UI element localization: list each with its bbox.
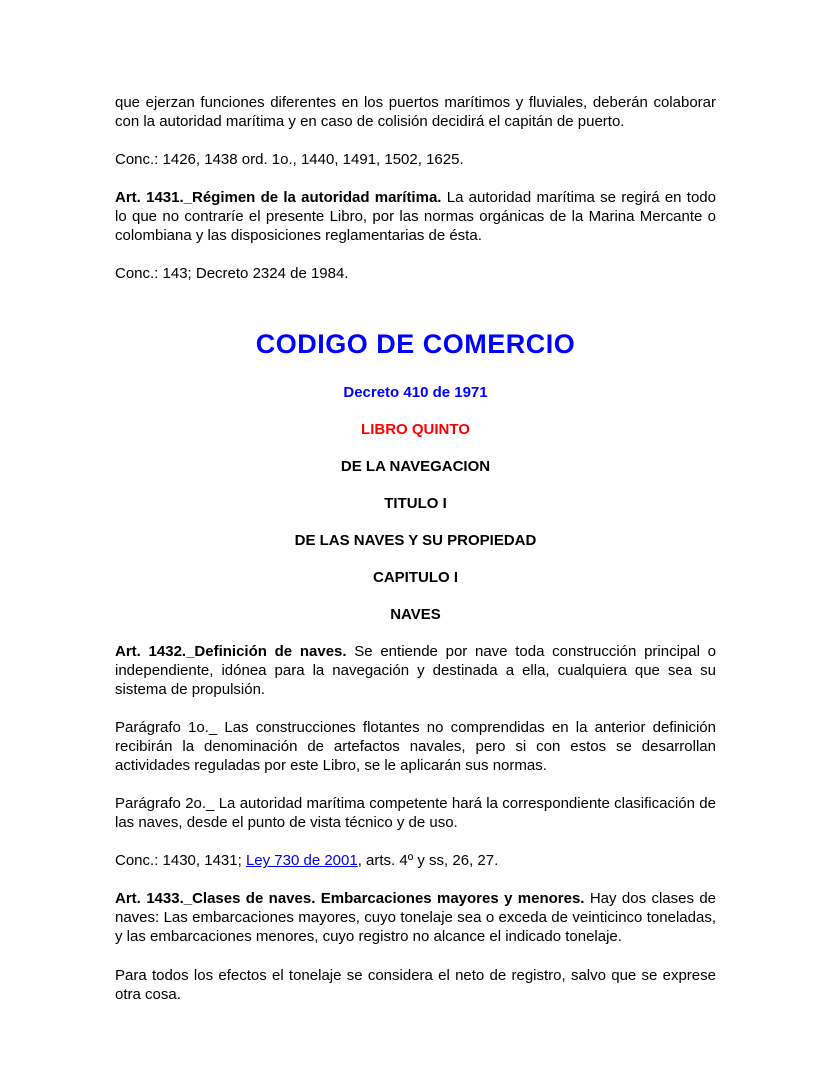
article-1431 [115,188,716,245]
article-1432 [115,642,716,699]
paragrafo-2: Parágrafo 2o._ La autoridad marítima competente hará la correspondiente clasificación de las naves, desde el punto de vista técnico y de uso. [115,795,716,832]
intro-paragraph: que ejerzan funciones diferentes en los puertos marítimos y fluviales, deberán colaborar con la autoridad marítima y en caso de colisión decidirá el capitán de puerto. [115,94,716,131]
concordance-1: Conc.: 1426, 1438 ord. 1o., 1440, 1491, 1502, 1625. [115,151,464,169]
article-1433-body: Hay dos clases de naves: Las embarcaciones mayores, cuyo tonelaje sea o exceda de veinticinco toneladas, y las embarcaciones menores, cuyo registro no alcance el indicado tonelaje. [115,890,717,946]
capitulo-heading: CAPITULO I [373,568,458,586]
article-1433 [115,889,716,946]
navegacion-heading: DE LA NAVEGACION [340,457,491,475]
naves-propiedad-heading: DE LAS NAVES Y SU PROPIEDAD [294,531,537,549]
article-1432-body: Se entiende por nave toda construcción principal o independiente, idónea para la navegación y destinada a ella, cualquiera que sea su sistema de propulsión. [115,642,716,699]
main-title: CODIGO DE COMERCIO [255,329,576,360]
decree-subtitle: Decreto 410 de 1971 [343,383,488,401]
closing-paragraph: Para todos los efectos el tonelaje se considera el neto de registro, salvo que se exprese otra cosa. [115,966,716,1003]
article-1431-body: La autoridad marítima se regirá en todo lo que no contraríe el presente Libro, por las normas orgánicas de la Marina Mercante o colombiana y las disposiciones reglamentarias de ésta. [115,189,716,245]
concordance-3-suffix: , arts. 4º y ss, 26, 27. [357,852,499,870]
concordance-3 [115,851,716,870]
article-1432-heading: Art. 1432._Definición de naves. [115,642,347,660]
titulo-heading: TITULO I [384,494,447,512]
article-1431-heading: Art. 1431._Régimen de la autoridad marítima. [115,189,442,207]
concordance-2: Conc.: 143; Decreto 2324 de 1984. [115,265,349,283]
ley-730-link[interactable]: Ley 730 de 2001 [245,852,358,870]
naves-heading: NAVES [390,605,441,623]
paragrafo-1: Parágrafo 1o._ Las construcciones flotantes no comprendidas en la anterior definición recibirán la denominación de artefactos navales, pero si con estos se desarrollan actividades reguladas por este Libro, se le aplicarán sus normas. [115,719,716,775]
article-1433-heading: Art. 1433._Clases de naves. Embarcaciones mayores y menores. [115,890,585,908]
concordance-3-prefix: Conc.: 1430, 1431; [115,852,246,870]
libro-heading: LIBRO QUINTO [361,420,470,438]
